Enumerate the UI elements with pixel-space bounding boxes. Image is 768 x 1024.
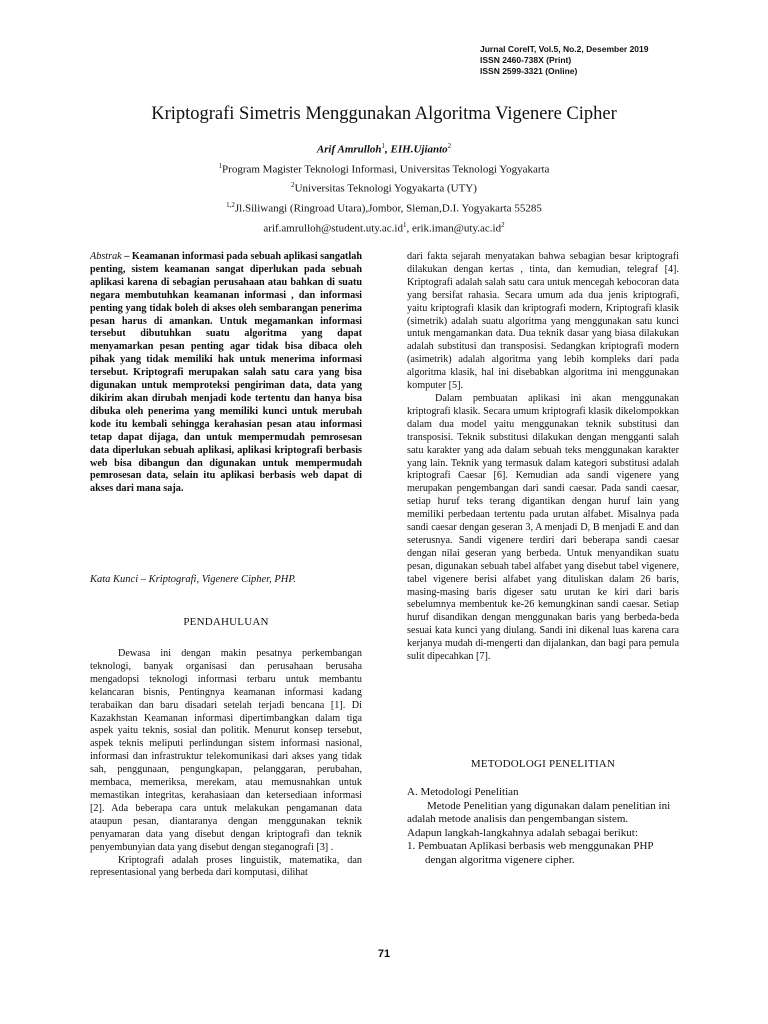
issn-online: ISSN 2599-3321 (Online) <box>480 66 578 76</box>
author-2-sup: 2 <box>447 142 452 150</box>
affiliation-2: $^2$Universitas Teknologi Yogyakarta (UTY) <box>291 181 477 195</box>
intro-body <box>90 648 362 880</box>
affiliation-3: $^{1,2}$Jl.Siliwangi (Ringroad Utara),Jombor, Sleman,D.I. Yogyakarta 55285 <box>226 200 542 215</box>
abstract-text: – Keamanan informasi pada sebuah aplikasi sangatlah penting, sistem keamanan sangat diperlukan pada sebuah aplikasi karena di sebagian perusahaan atau bahkan di suatu negara membutuhkan keamanan informasi , dan informasi penting yang tidak boleh di akses oleh sembarangan penerima pesan harus di amankan. Untuk megamankan informasi tersebut dibutuhkan suatu algoritma yang dapat menyamarkan pesan penting agar tidak bisa dibaca oleh pihak yang tidak memiliki hak untuk menerima informasi tersebut. Kriptografi merupakan salah satu cara yang bisa digunakan untuk memproteksi pengiriman data, data yang dikirim akan dirubah menjadi kode tertentu dan hanya bisa dibuka oleh penerima yang memiliki kunci untuk merubah kode itu kembali sehingga kerahasian pesan atau informasi tetap dapat dijaga, dan untuk mempermudah pemrosesan data diperlukan sebuah aplikasi, aplikasi kriptografi berbasis web bisa dibangun dan digunakan untuk mempermudah pemrosesan data, selain itu aplikasi berbasis web dapat di akses dari mana saja. <box>90 251 363 495</box>
right-column-body <box>407 251 679 664</box>
methodology-subheading: A. Metodologi Penelitian <box>407 786 519 798</box>
abstract-label: Abstrak <box>90 251 122 262</box>
author-emails: $arif.amrulloh@student.uty.ac.id^1$, $erik.iman@uty.ac.id^2$ <box>263 220 505 235</box>
page-number: 71 <box>377 948 391 960</box>
journal-header <box>480 44 649 77</box>
author-names <box>0 138 768 158</box>
methodology-step-1: 1. Pembuatan Aplikasi berbasis web menggunakan PHP dengan algoritma vigenere cipher. <box>407 840 654 866</box>
author-1: Arif Amrulloh <box>316 143 382 156</box>
methodology-text: Metode Penelitian yang digunakan dalam penelitian ini adalah metode analisis dan pengembangan sistem. <box>407 799 671 826</box>
intro-paragraph-2: Kriptografi adalah proses linguistik, matematika, dan representasional yang berbeda dari komputasi, dilihat <box>90 854 362 879</box>
authors-block <box>0 138 768 236</box>
paper-title: Kriptografi Simetris Menggunakan Algoritma Vigenere Cipher <box>151 104 617 124</box>
author-2: , EIH.Ujianto <box>385 143 448 156</box>
section-heading-pendahuluan: PENDAHULUAN <box>183 616 269 628</box>
intro-paragraph-1: Dewasa ini dengan makin pesatnya perkembangan teknologi, banyak organisasi dan perusahaan berusaha mengadopsi teknologi informasi terbaru untuk membantu kelancaran bisnis, Pentingnya keamanan informasi kadang terabaikan dan baru disadari setelah terjadi bencana [1]. Di Kazakhstan Keamanan informasi dipertimbangkan dalam tiga aspek yaitu teknis, sosial dan politik. Menurut konsep tersebut, aspek teknis meliputi perlindungan sistem informasi nasional, informasi dan infrastruktur telekomunikasi dari akses yang tidak sah, penggunaan, pengungkapan, pelanggaran, perubahan, membaca, memeriksa, merekam, atau memusnahkan untuk memastikan integritas, kerahasiaan dan ketersediaan informasi [2]. Ada beberapa cara untuk melakukan pengamanan data ataupun pesan, diantaranya dengan menggunakan teknik penyamaran data yang disebut dengan kriptografi dan teknik penyembunyian data yang disebut dengan steganografi [3] . <box>90 648 362 853</box>
author-1-sup: 1 <box>381 142 386 150</box>
abstract <box>90 251 362 496</box>
affiliation-1: $^1$Program Magister Teknologi Informasi, Universitas Teknologi Yogyakarta <box>218 161 550 176</box>
methodology-steps-intro: Adapun langkah-langkahnya adalah sebagai berikut: <box>407 826 638 839</box>
right-paragraph-2: Dalam pembuatan aplikasi ini akan menggunakan kriptografi klasik. Secara umum kriptografi klasik dikelompokkan dalam dua model yaitu menggunakan teknik substitusi dan transposisi. Teknik substitusi dilakukan dengan mengganti salah satu karakter yang ada dalam sebuah teks menggunakan karakter yang lain. Teknik yang termasuk dalam kategori substitusi adalah kriptografi Caesar [6]. Kemudian ada sandi vigenere yang merupakan pengembangan dari sandi caesar. Pada sandi caesar, setiap huruf teks terang digantikan dengan huruf lain yang memiliki perbedaan tertentu pada urutan alfabet. Misalnya pada sandi caesar dengan geseran 3, A menjadi D, B menjadi E and dan seterusnya. Sandi vigenere terdiri dari beberapa sandi caesar dengan nilai geseran yang berbeda. Untuk menyandikan suatu pesan, digunakan sebuah tabel alfabet yang disebut tabel vigenere, tabel vigenere berisi alfabet yang dituliskan dalam 26 baris, masing-masing baris digeser satu urutan ke kiri dari baris sebelumnya membentuk ke-26 kemungkinan sandi caesar. Setiap huruf disandikan dengan menggunakan baris yang berbeda-beda sesuai kata kunci yang diulang. Sandi ini dikenal luas karena cara kerjanya mudah di-mengerti dan dijalankan, dan bagi para pemula sulit dipecahkan [7]. <box>407 392 679 663</box>
issn-print: ISSN 2460-738X (Print) <box>480 55 572 65</box>
methodology-body <box>407 786 679 868</box>
journal-name: Jurnal CoreIT, Vol.5, No.2, Desember 2019 <box>480 44 649 54</box>
keywords: Kata Kunci – Kriptografi, Vigenere Cipher, PHP. <box>90 574 297 585</box>
section-heading-metodologi: METODOLOGI PENELITIAN <box>470 758 616 770</box>
right-paragraph-1: dari fakta sejarah menyatakan bahwa sebagian besar kriptografi dilakukan dengan kertas , tinta, dan kemudian, telegraf [4]. Kriptografi adalah salah satu cara untuk mencegah kebocoran data yang bersifat rahasia. Secara umum ada dua jenis kriptografi, yaitu kriptografi klasik dan kriptografi modern, Kriptografi klasik (simetrik) adalah suatu algoritma yang menggunakan satu kunci untuk mengamankan data. Dua teknik dasar yang biasa dilakukan adalah substitusi dan transposisi. Sedangkan kriptografi modern (asimetrik) adalah algoritma yang lebih kompleks dari pada algoritma klasik, hal ini disebabkan algoritma ini menggunakan komputer [5]. <box>407 251 679 392</box>
